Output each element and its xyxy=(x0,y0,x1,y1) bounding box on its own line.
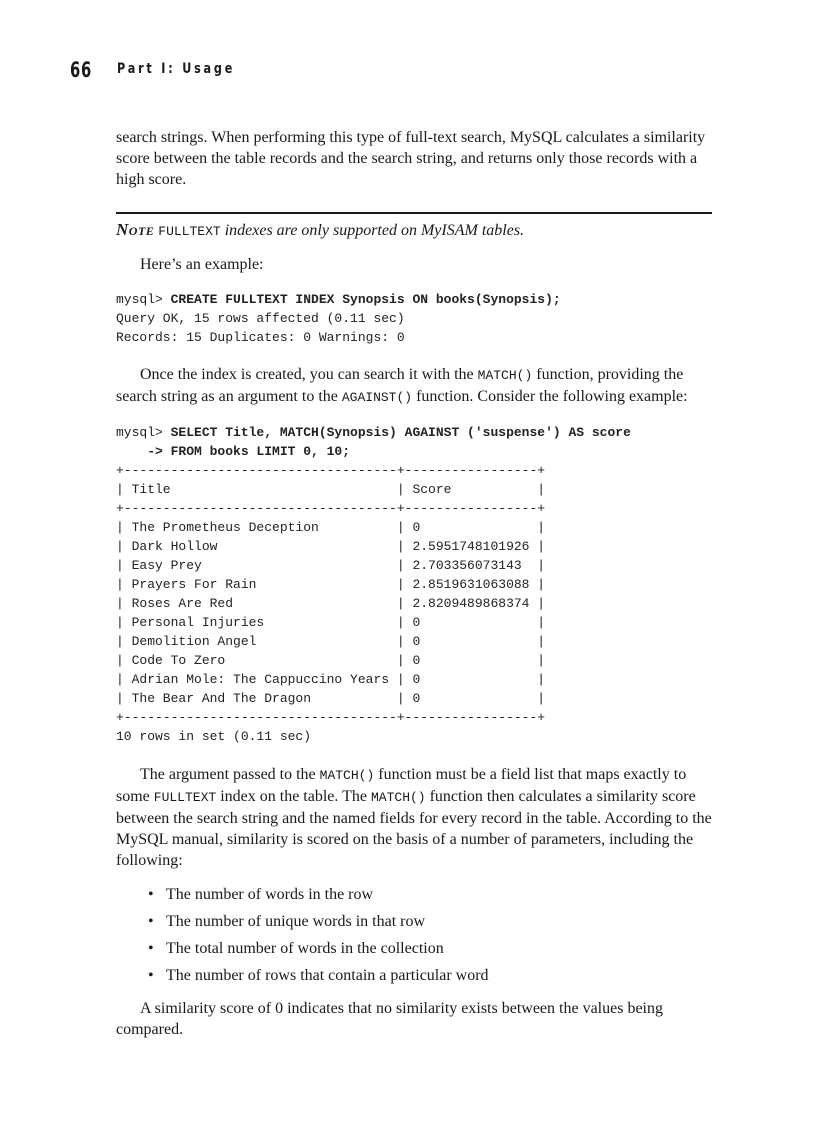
text-run: function then calculates a similarity score between the search string and the named fields for every record in the table. According to the MySQL manual, similarity is scored on the basis of a number of parameters, including the following: xyxy=(116,788,712,869)
list-item-text: The number of words in the row xyxy=(166,886,374,903)
inline-code-against: AGAINST() xyxy=(341,390,413,405)
note-label: Note xyxy=(116,220,155,239)
code-block-select-query xyxy=(116,423,712,746)
code-prompt: mysql> xyxy=(116,292,171,307)
note-text: indexes are only supported on MyISAM tables. xyxy=(220,222,525,239)
code-continuation-prompt: -> xyxy=(116,444,171,459)
code-command-line1: SELECT Title, MATCH(Synopsis) AGAINST ('suspense') AS score xyxy=(170,425,631,440)
code-command: CREATE FULLTEXT INDEX Synopsis ON books(Synopsis); xyxy=(170,292,561,307)
list-item xyxy=(148,911,712,932)
bullet-icon: • xyxy=(148,967,154,984)
bullet-icon: • xyxy=(148,940,154,957)
bullet-icon: • xyxy=(148,913,154,930)
text-run: index on the table. The xyxy=(216,788,371,805)
inline-code-fulltext: FULLTEXT xyxy=(153,790,217,805)
list-item-text: The total number of words in the collection xyxy=(166,940,444,957)
text-run: Once the index is created, you can search it with the xyxy=(140,366,478,383)
list-item-text: The number of unique words in that row xyxy=(166,913,426,930)
inline-code-match: MATCH() xyxy=(370,790,426,805)
inline-code-match: MATCH() xyxy=(319,768,375,783)
inline-code-match: MATCH() xyxy=(477,368,533,383)
example-intro: Here’s an example: xyxy=(140,256,264,273)
list-item xyxy=(148,884,712,905)
closing-paragraph: A similarity score of 0 indicates that no similarity exists between the values being compared. xyxy=(116,1000,663,1038)
list-item xyxy=(148,965,712,986)
page-number: 66 xyxy=(70,58,93,82)
code-output: Query OK, 15 rows affected (0.11 sec) Records: 15 Duplicates: 0 Warnings: 0 xyxy=(116,311,405,345)
page-body xyxy=(116,127,712,1040)
code-block-create-index xyxy=(116,290,712,347)
intro-paragraph: search strings. When performing this type of full-text search, MySQL calculates a similarity score between the table records and the search string, and returns only those records with a high score. xyxy=(116,129,706,188)
text-run: function must be a field list that maps exactly to some xyxy=(116,766,687,805)
result-table: +-----------------------------------+-----------------+ | Title | Score | +-----------------------------------+-----------------+ | The Prometheus Deception | 0 | | Dark Hollow | 2.5951748101926 | | Easy Prey | 2.703356073143 | | Prayers For Rain | 2.8519631063088 | | Roses Are Red | 2.8209489868374 | | Personal Injuries | 0 | | Demolition Angel | 0 | | Code To Zero | 0 | | Adrian Mole: The Cappuccino Years | 0 | | The Bear And The Dragon | 0 | +-----------------------------------+-----------------+ 10 rows in set (0.11 sec) xyxy=(116,463,546,744)
list-item-text: The number of rows that contain a particular word xyxy=(166,967,489,984)
text-run: The argument passed to the xyxy=(140,766,320,783)
bullet-icon: • xyxy=(148,886,154,903)
code-prompt: mysql> xyxy=(116,425,171,440)
text-run: function, providing the search string as an argument to the xyxy=(116,366,684,405)
match-explanation-paragraph xyxy=(116,764,712,871)
note-keyword: FULLTEXT xyxy=(158,224,221,239)
text-run: function. Consider the following example: xyxy=(412,388,688,405)
part-title: Part I: Usage xyxy=(117,61,236,77)
note-box xyxy=(116,212,712,242)
code-command-line2: FROM books LIMIT 0, 10; xyxy=(170,444,351,459)
match-against-paragraph xyxy=(116,364,712,408)
list-item xyxy=(148,938,712,959)
parameter-list xyxy=(116,884,712,986)
